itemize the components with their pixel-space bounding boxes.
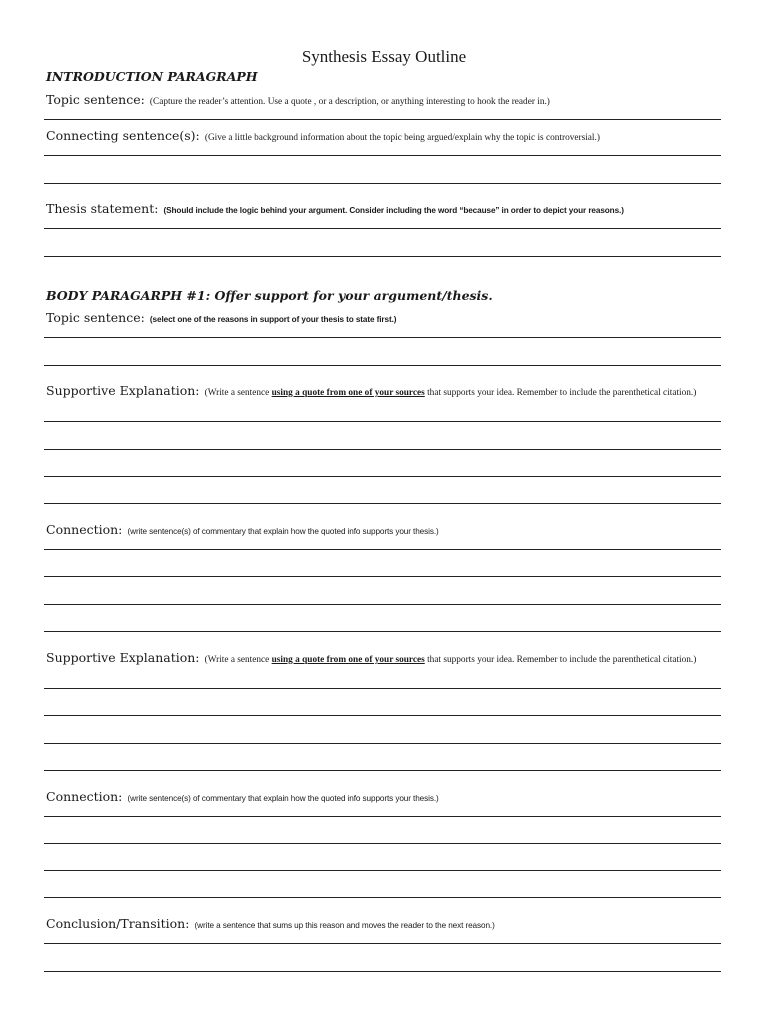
answer-line[interactable] <box>44 870 721 871</box>
page-title: Synthesis Essay Outline <box>301 47 467 66</box>
answer-line[interactable] <box>44 971 721 972</box>
supportive-explanation-prompt <box>46 380 722 399</box>
field-label: Supportive Explanation: <box>46 650 200 665</box>
answer-line[interactable] <box>44 503 721 504</box>
hint-emphasis: using a quote from one of your sources <box>271 388 425 398</box>
field-label: Topic sentence: <box>46 92 145 107</box>
answer-line[interactable] <box>44 228 721 229</box>
field-label: Connection: <box>46 789 123 804</box>
section-heading-introduction: INTRODUCTION PARAGRAPH <box>46 69 258 84</box>
hint-emphasis: using a quote from one of your sources <box>271 655 425 665</box>
answer-line[interactable] <box>44 770 721 771</box>
field-hint: (Write a sentence using a quote from one of your sources that supports your idea. Remember to include the parenthetical citation.) <box>204 388 697 398</box>
answer-line[interactable] <box>44 256 721 257</box>
answer-line[interactable] <box>44 365 721 366</box>
answer-line[interactable] <box>44 183 721 184</box>
connection-prompt <box>46 519 722 538</box>
intro-thesis-prompt <box>46 198 722 217</box>
field-label: Connection: <box>46 522 123 537</box>
field-hint: (Capture the reader’s attention. Use a quote , or a description, or anything interesting to hook the reader in.) <box>149 97 550 107</box>
field-hint: (write sentence(s) of commentary that explain how the quoted info supports your thesis.) <box>127 794 439 803</box>
section-heading-body-paragraph-1: BODY PARAGARPH #1: Offer support for your argument/thesis. <box>46 288 493 303</box>
intro-topic-prompt <box>46 89 722 108</box>
answer-line[interactable] <box>44 715 721 716</box>
answer-line[interactable] <box>44 421 721 422</box>
intro-connecting-prompt <box>46 125 722 144</box>
answer-line[interactable] <box>44 743 721 744</box>
answer-line[interactable] <box>44 449 721 450</box>
field-label: Connecting sentence(s): <box>46 128 200 143</box>
answer-line[interactable] <box>44 604 721 605</box>
answer-line[interactable] <box>44 119 721 120</box>
answer-line[interactable] <box>44 843 721 844</box>
field-label: Topic sentence: <box>46 310 145 325</box>
answer-line[interactable] <box>44 155 721 156</box>
field-label: Conclusion/Transition: <box>46 916 190 931</box>
answer-line[interactable] <box>44 631 721 632</box>
field-hint: (Write a sentence using a quote from one of your sources that supports your idea. Remember to include the parenthetical citation.) <box>204 655 697 665</box>
answer-line[interactable] <box>44 816 721 817</box>
answer-line[interactable] <box>44 897 721 898</box>
body-topic-prompt <box>46 307 722 326</box>
answer-line[interactable] <box>44 576 721 577</box>
answer-line[interactable] <box>44 337 721 338</box>
answer-line[interactable] <box>44 688 721 689</box>
answer-line[interactable] <box>44 476 721 477</box>
answer-line[interactable] <box>44 943 721 944</box>
field-label: Thesis statement: <box>46 201 159 216</box>
field-hint: (write sentence(s) of commentary that explain how the quoted info supports your thesis.) <box>127 527 439 536</box>
conclusion-transition-prompt <box>46 913 722 932</box>
answer-line[interactable] <box>44 549 721 550</box>
field-label: Supportive Explanation: <box>46 383 200 398</box>
field-hint: (select one of the reasons in support of your thesis to state first.) <box>149 315 397 324</box>
field-hint: (write a sentence that sums up this reason and moves the reader to the next reason.) <box>194 921 495 930</box>
supportive-explanation-prompt <box>46 647 722 666</box>
connection-prompt <box>46 786 722 805</box>
field-hint: (Should include the logic behind your argument. Consider including the word “because” in order to depict your reasons.) <box>163 206 624 215</box>
field-hint: (Give a little background information about the topic being argued/explain why the topic is controversial.) <box>204 133 600 143</box>
